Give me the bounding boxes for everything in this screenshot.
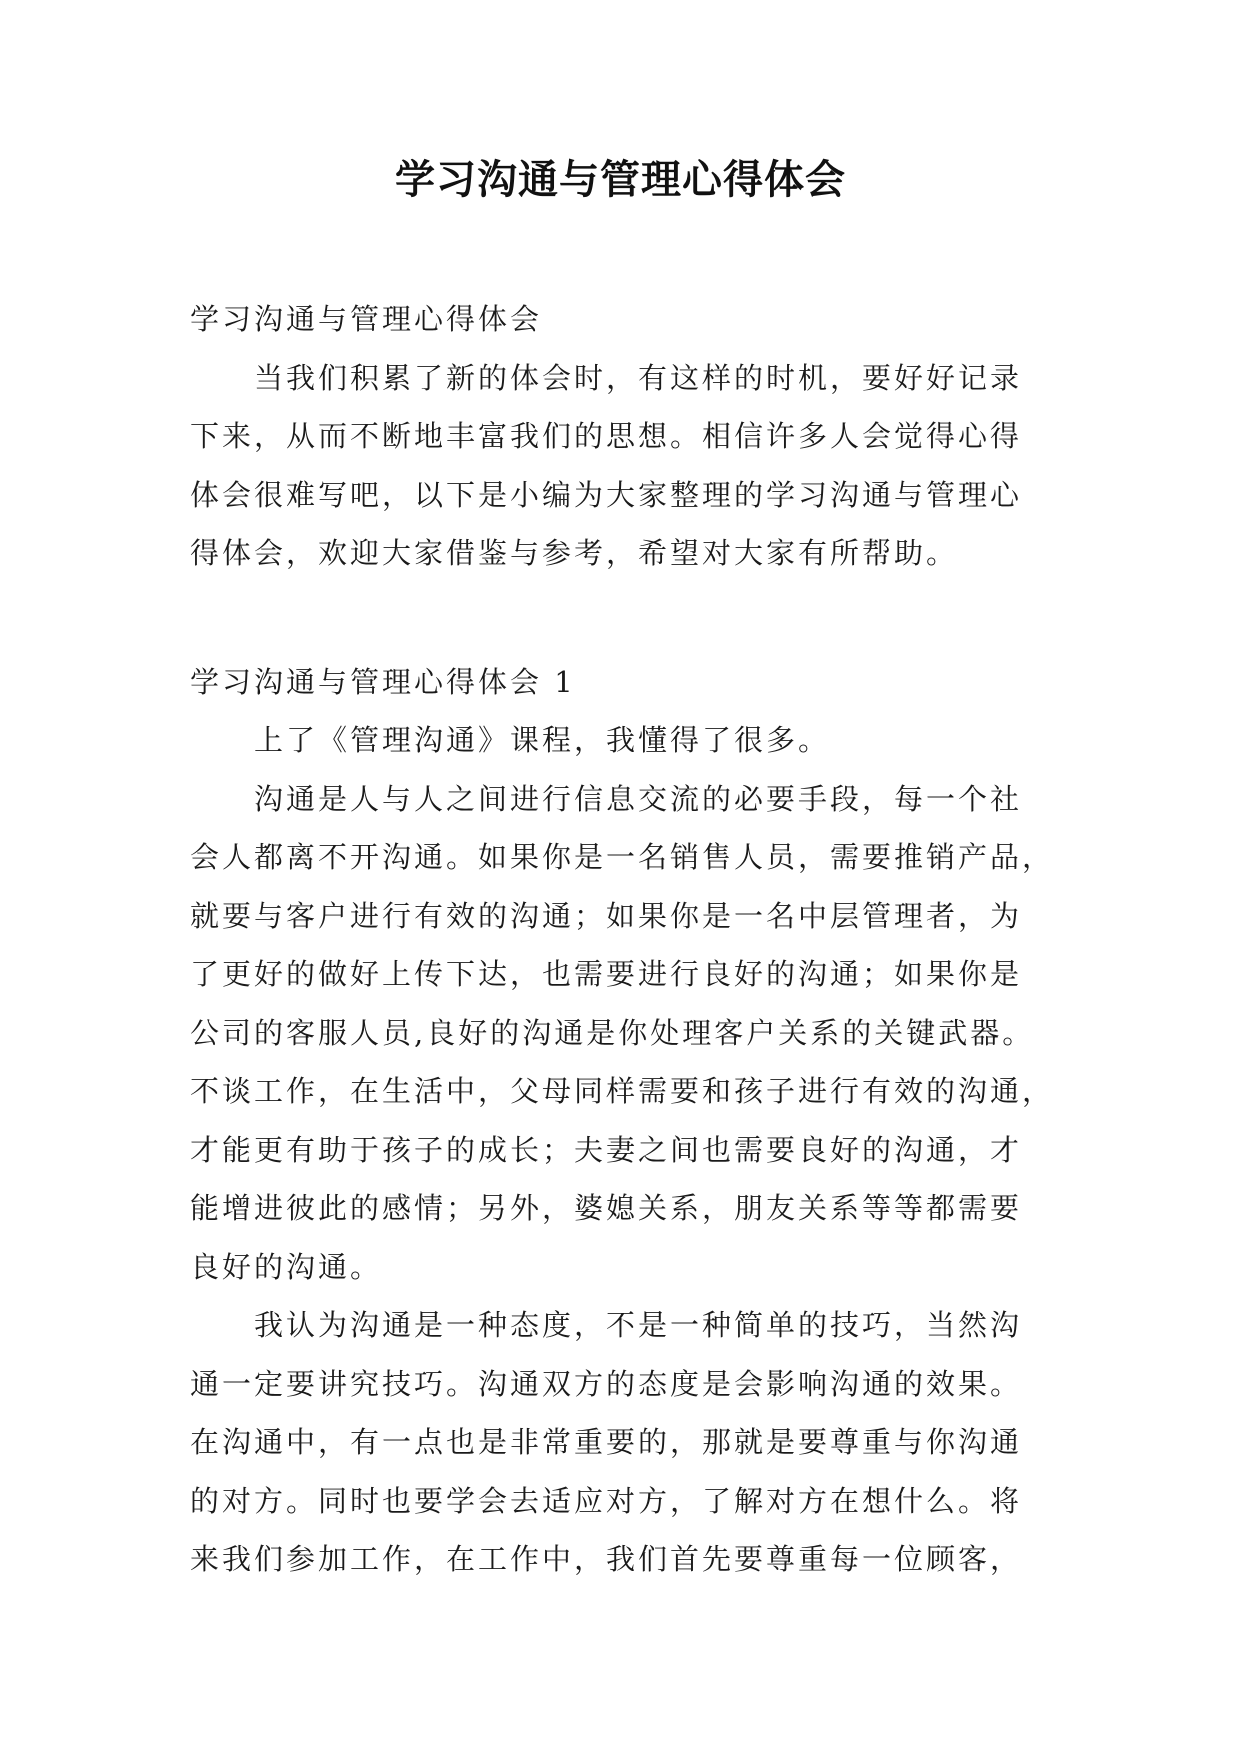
text-line: 才能更有助于孩子的成长；夫妻之间也需要良好的沟通，才 bbox=[190, 1132, 1023, 1167]
text-line: 在沟通中，有一点也是非常重要的，那就是要尊重与你沟通 bbox=[190, 1425, 1023, 1459]
text-line: 下来，从而不断地丰富我们的思想。相信许多人会觉得心得 bbox=[190, 419, 1023, 453]
text-line: 的对方。同时也要学会去适应对方，了解对方在想什么。将 bbox=[190, 1483, 1023, 1518]
text-line: 当我们积累了新的体会时，有这样的时机，要好好记录 bbox=[254, 360, 1023, 395]
text-line: 良好的沟通。 bbox=[190, 1249, 383, 1284]
page-title: 学习沟通与管理心得体会 bbox=[395, 156, 846, 203]
text-line: 不谈工作，在生活中，父母同样需要和孩子进行有效的沟通， bbox=[190, 1074, 1055, 1108]
text-line: 来我们参加工作，在工作中，我们首先要尊重每一位顾客， bbox=[190, 1542, 1023, 1576]
text-line: 会人都离不开沟通。如果你是一名销售人员，需要推销产品， bbox=[190, 840, 1055, 874]
paragraph-gap bbox=[190, 583, 1060, 653]
text-line: 公司的客服人员,良好的沟通是你处理客户关系的关键武器。 bbox=[190, 1015, 1035, 1050]
text-line: 上了《管理沟通》课程，我懂得了很多。 bbox=[254, 723, 831, 757]
text-line: 得体会，欢迎大家借鉴与参考，希望对大家有所帮助。 bbox=[190, 536, 959, 570]
text-line: 能增进彼此的感情；另外，婆媳关系，朋友关系等等都需要 bbox=[190, 1191, 1023, 1225]
text-line: 沟通是人与人之间进行信息交流的必要手段，每一个社 bbox=[254, 781, 1023, 816]
text-line: 就要与客户进行有效的沟通；如果你是一名中层管理者，为 bbox=[190, 898, 1023, 933]
text-line: 了更好的做好上传下达，也需要进行良好的沟通；如果你是 bbox=[190, 957, 1023, 991]
text-line: 体会很难写吧，以下是小编为大家整理的学习沟通与管理心 bbox=[190, 477, 1023, 512]
document-body bbox=[190, 290, 1060, 1589]
text-line: 学习沟通与管理心得体会 1 bbox=[190, 664, 576, 699]
text-line: 我认为沟通是一种态度，不是一种简单的技巧，当然沟 bbox=[254, 1308, 1023, 1342]
text-line: 通一定要讲究技巧。沟通双方的态度是会影响沟通的效果。 bbox=[190, 1366, 1023, 1401]
text-line: 学习沟通与管理心得体会 bbox=[190, 302, 543, 336]
